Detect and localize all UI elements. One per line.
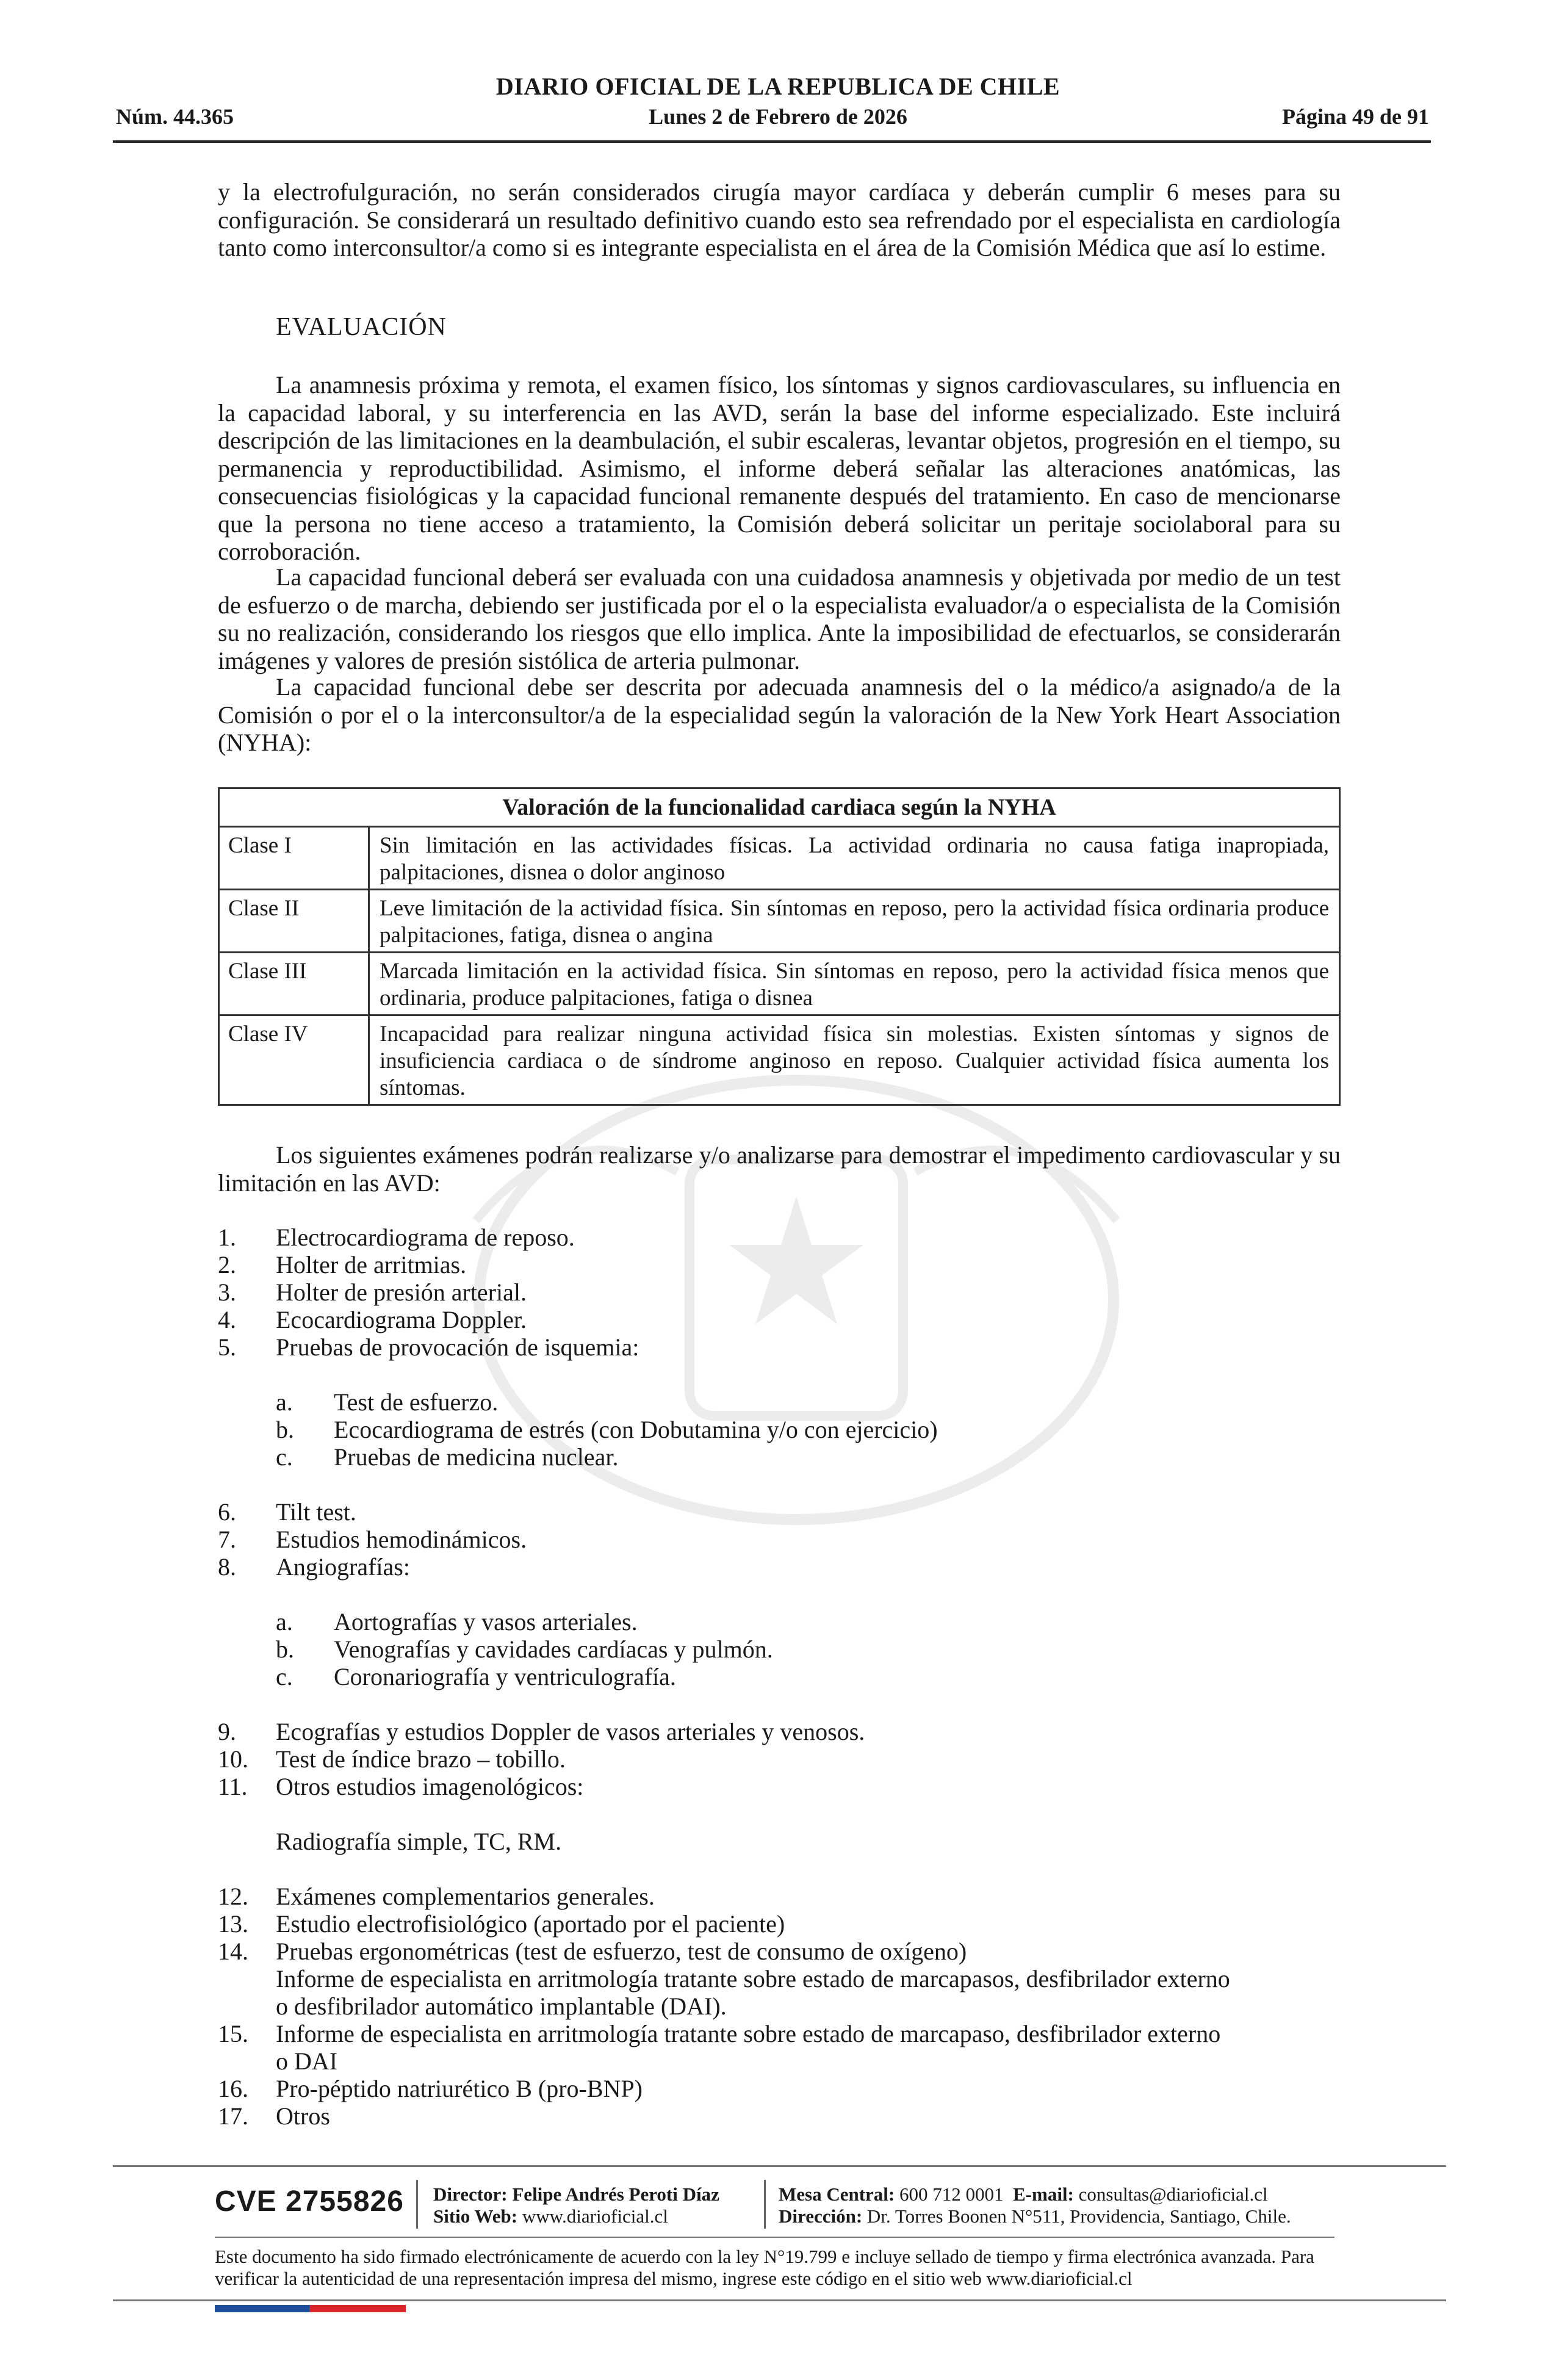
page-indicator: Página 49 de 91 bbox=[1281, 104, 1429, 129]
nyha-table bbox=[218, 787, 1341, 1106]
header-divider bbox=[113, 140, 1431, 143]
newspaper-title: DIARIO OFICIAL DE LA REPUBLICA DE CHILE bbox=[495, 73, 1061, 100]
website-link[interactable]: www.diarioficial.cl bbox=[522, 2205, 668, 2227]
flag-stripe-red bbox=[309, 2305, 406, 2312]
paragraph-continuation: y la electrofulguración, no serán considerados cirugía mayor cardíaca y deberán cumplir 6 meses para su configuración. Se considerará un resultado definitivo cuando esto sea refrendado por el especialista en cardiología tanto como interconsultor/a como si es integrante especialista en el área de la Comisión Médica que así lo estime. bbox=[218, 178, 1341, 261]
table-title: Valoración de la funcionalidad cardiaca según la NYHA bbox=[219, 788, 1340, 827]
paragraph-examenes-intro: Los siguientes exámenes podrán realizarse y/o analizarse para demostrar el impedimento cardiovascular y su limitación en las AVD: bbox=[218, 1141, 1341, 1197]
director-info: Director: Felipe Andrés Peroti Díaz Sitio Web: www.diarioficial.cl bbox=[433, 2183, 719, 2227]
table-cell-description: Incapacidad para realizar ninguna actividad física sin molestias. Existen síntomas y signos de insuficiencia cardiaca o de síndrome anginoso en reposo. Cualquier actividad física aumenta los síntomas. bbox=[369, 1015, 1340, 1105]
paragraph-nyha-intro: La capacidad funcional debe ser descrita por adecuada anamnesis del o la médico/a asignado/a de la Comisión o por el o la interconsultor/a de la especialidad según la valoración de la New York Heart Association (NYHA): bbox=[218, 673, 1341, 756]
issue-number: Núm. 44.365 bbox=[116, 104, 234, 129]
table-cell-class: Clase I bbox=[219, 827, 369, 890]
issue-date: Lunes 2 de Febrero de 2026 bbox=[649, 104, 907, 129]
table-row bbox=[219, 953, 1340, 1015]
contact-info: Mesa Central: 600 712 0001 E-mail: consultas@diarioficial.cl Dirección: Dr. Torres Boonen N°511, Providencia, Santiago, Chile. bbox=[779, 2183, 1291, 2227]
table-cell-description: Marcada limitación en la actividad física. Sin síntomas en reposo, pero la actividad física menos que ordinaria, produce palpitaciones, fatiga o disnea bbox=[369, 953, 1340, 1015]
flag-stripe-blue bbox=[215, 2305, 309, 2312]
table-cell-class: Clase IV bbox=[219, 1015, 369, 1105]
table-row bbox=[219, 890, 1340, 953]
table-cell-description: Sin limitación en las actividades físicas. La actividad ordinaria no causa fatiga inapropiada, palpitaciones, disnea o dolor anginoso bbox=[369, 827, 1340, 890]
signature-notice: Este documento ha sido firmado electrónicamente de acuerdo con la ley N°19.799 e incluye sellado de tiempo y firma electrónica avanzada. Para verificar la autenticidad de una representación impresa del mismo, ingrese este código en el sitio web www.diarioficial.cl bbox=[215, 2246, 1314, 2289]
table-row bbox=[219, 827, 1340, 890]
cve-code: CVE 2755826 bbox=[215, 2185, 404, 2218]
email-link[interactable]: consultas@diarioficial.cl bbox=[1078, 2183, 1268, 2205]
table-cell-class: Clase II bbox=[219, 890, 369, 953]
footer-divider bbox=[113, 2299, 1446, 2301]
paragraph-capacidad-funcional: La capacidad funcional deberá ser evaluada con una cuidadosa anamnesis y objetivada por medio de un test de esfuerzo o de marcha, debiendo ser justificada por el o la especialista evaluador/a o especialista de la Comisión su no realización, considerando los riesgos que ello implica. Ante la imposibilidad de efectuarlos, se considerarán imágenes y valores de presión sistólica de arteria pulmonar. bbox=[218, 563, 1341, 674]
table-header-row bbox=[219, 788, 1340, 827]
section-heading-evaluacion: EVALUACIÓN bbox=[276, 313, 447, 341]
table-row bbox=[219, 1015, 1340, 1105]
footer-separator bbox=[764, 2180, 766, 2229]
table-cell-class: Clase III bbox=[219, 953, 369, 1015]
footer-divider bbox=[215, 2237, 1334, 2238]
footer-separator bbox=[416, 2180, 418, 2229]
paragraph-anamnesis: La anamnesis próxima y remota, el examen físico, los síntomas y signos cardiovasculares, su influencia en la capacidad laboral, y su interferencia en las AVD, serán la base del informe especializado. Este incluirá descripción de las limitaciones en la deambulación, el subir escaleras, levantar objetos, progresión en el tiempo, su permanencia y reproductibilidad. Asimismo, el informe deberá señalar las alteraciones anatómicas, las consecuencias fisiológicas y la capacidad funcional remanente después del tratamiento. En caso de mencionarse que la persona no tiene acceso a tratamiento, la Comisión deberá solicitar un peritaje sociolaboral para su corroboración. bbox=[218, 371, 1341, 565]
footer-divider bbox=[113, 2165, 1446, 2167]
table-cell-description: Leve limitación de la actividad física. Sin síntomas en reposo, pero la actividad física ordinaria produce palpitaciones, fatiga, disnea o angina bbox=[369, 890, 1340, 953]
